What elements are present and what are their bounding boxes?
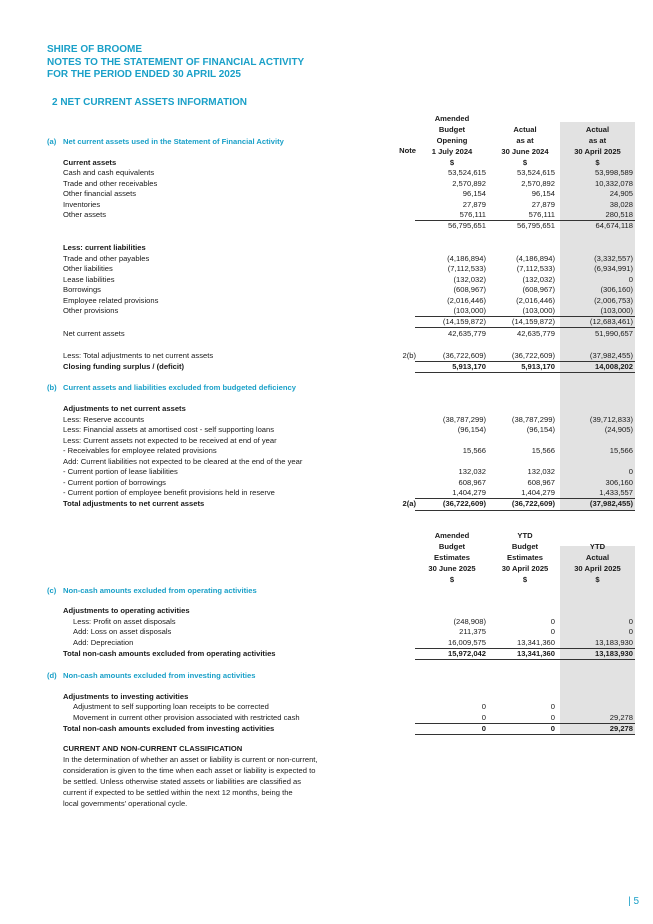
t1c3-h1: as at bbox=[588, 136, 607, 145]
value-col-1: 96,154 bbox=[462, 189, 486, 198]
table-row bbox=[0, 617, 653, 626]
value-col-1: (248,908) bbox=[453, 617, 486, 626]
value-col-3: (12,683,461) bbox=[589, 317, 633, 326]
table-row bbox=[0, 425, 653, 434]
value-col-1: 53,524,615 bbox=[447, 168, 486, 177]
t2c2-h0: YTD bbox=[517, 531, 533, 540]
value-col-1: (36,722,609) bbox=[442, 499, 486, 508]
table-row bbox=[0, 254, 653, 263]
current-assets-heading bbox=[0, 158, 653, 167]
liabilities-heading bbox=[0, 243, 653, 252]
value-col-3: 0 bbox=[628, 275, 633, 284]
table-row bbox=[0, 179, 653, 188]
current-assets-total-row bbox=[0, 221, 653, 230]
t2c3-h0: YTD bbox=[589, 542, 606, 551]
total-rule bbox=[415, 372, 635, 373]
header-line-3: FOR THE PERIOD ENDED 30 APRIL 2025 bbox=[47, 69, 241, 80]
value-col-2: 0 bbox=[550, 702, 555, 711]
total-rule bbox=[415, 510, 635, 511]
part-a-title: Net current assets used in the Statement of Financial Activity bbox=[63, 137, 284, 146]
value-col-3: (3,332,557) bbox=[594, 254, 633, 263]
closing-funding-row bbox=[0, 362, 653, 371]
row-label: Adjustments to operating activities bbox=[63, 606, 190, 615]
value-col-2: (96,154) bbox=[526, 425, 555, 434]
row-label: Movement in current other provision associated with restricted cash bbox=[73, 713, 300, 722]
table-row bbox=[0, 702, 653, 711]
part-d-title: Non-cash amounts excluded from investing activities bbox=[63, 671, 256, 680]
value-col-2: 27,879 bbox=[531, 200, 555, 209]
t2c1-h3: 30 June 2025 bbox=[428, 564, 476, 573]
row-label: Closing funding surplus / (deficit) bbox=[63, 362, 185, 371]
value-col-2: (103,000) bbox=[522, 306, 555, 315]
value-col-2: 2,570,892 bbox=[521, 179, 555, 188]
row-label: Total adjustments to net current assets bbox=[63, 499, 205, 508]
value-col-1: (608,967) bbox=[453, 285, 486, 294]
table-row bbox=[0, 446, 653, 455]
header-line-2: NOTES TO THE STATEMENT OF FINANCIAL ACTIVITY bbox=[47, 56, 305, 68]
value-col-1: 0 bbox=[481, 702, 486, 711]
value-col-3: (24,905) bbox=[604, 425, 633, 434]
t2c3-h3: $ bbox=[595, 575, 600, 584]
value-col-1: 15,972,042 bbox=[447, 649, 486, 658]
row-label: Current assets bbox=[63, 158, 117, 167]
value-col-2: (2,016,446) bbox=[516, 296, 555, 305]
value-col-3: 10,332,078 bbox=[594, 179, 633, 188]
note-column-header: Note bbox=[399, 146, 416, 155]
row-label: Borrowings bbox=[63, 285, 101, 294]
row-label: Other liabilities bbox=[63, 264, 113, 273]
adjustments-total-row bbox=[0, 499, 653, 508]
row-label: Other provisions bbox=[63, 306, 119, 315]
value-col-1: (14,159,872) bbox=[442, 317, 486, 326]
value-col-2: (36,722,609) bbox=[511, 499, 555, 508]
row-label: Add: Depreciation bbox=[73, 638, 134, 647]
value-col-1: 27,879 bbox=[462, 200, 486, 209]
t1c1-h1: Budget bbox=[438, 125, 466, 134]
part-a-label: (a) bbox=[47, 137, 57, 146]
value-col-2: (4,186,894) bbox=[516, 254, 555, 263]
part-b-title: Current assets and liabilities excluded from budgeted deficiency bbox=[63, 383, 296, 392]
value-col-2: 5,913,170 bbox=[521, 362, 555, 371]
row-label: Other financial assets bbox=[63, 189, 137, 198]
row-label: - Current portion of lease liabilities bbox=[63, 467, 178, 476]
row-label: Lease liabilities bbox=[63, 275, 115, 284]
classification-line: be settled. Unless otherwise stated assets or liabilities are classified as bbox=[63, 777, 302, 786]
page-number: | 5 bbox=[628, 896, 639, 907]
table2-col3-header bbox=[560, 541, 635, 585]
t1c1-h3: 1 July 2024 bbox=[431, 147, 473, 156]
value-col-3: 1,433,557 bbox=[599, 488, 633, 497]
row-label: Cash and cash equivalents bbox=[63, 168, 155, 177]
classification-line: In the determination of whether an asset or liability is current or non-current, bbox=[63, 755, 318, 764]
table-row bbox=[0, 478, 653, 487]
t2c2-h2: Estimates bbox=[507, 553, 543, 562]
value-col-1: 608,967 bbox=[458, 478, 486, 487]
value-col-1: 56,795,651 bbox=[447, 221, 486, 230]
value-col-1: (96,154) bbox=[457, 425, 486, 434]
value-col-3: (37,982,455) bbox=[589, 499, 633, 508]
value-col-1: (132,032) bbox=[453, 275, 486, 284]
t2c1-h4: $ bbox=[449, 575, 455, 584]
value-col-3: 13,183,930 bbox=[594, 638, 633, 647]
table-row bbox=[0, 488, 653, 497]
value-col-3: (2,006,753) bbox=[594, 296, 633, 305]
t2c2-h4: $ bbox=[522, 575, 528, 584]
table-row bbox=[0, 210, 653, 219]
t1c2-h0: Actual bbox=[513, 125, 537, 134]
less-adjustments-row bbox=[0, 351, 653, 360]
value-col-2: (608,967) bbox=[522, 285, 555, 294]
value-col-1: (36,722,609) bbox=[442, 351, 486, 360]
value-col-1: 211,375 bbox=[459, 627, 486, 636]
value-col-3: 280,518 bbox=[605, 210, 633, 219]
row-note: 2(a) bbox=[402, 499, 416, 508]
table-row bbox=[0, 415, 653, 424]
value-col-2: 96,154 bbox=[531, 189, 555, 198]
value-col-3: 29,278 bbox=[609, 724, 633, 733]
table-row bbox=[0, 189, 653, 198]
classification-heading: CURRENT AND NON-CURRENT CLASSIFICATION bbox=[63, 744, 243, 753]
row-label: Less: Financial assets at amortised cost - self supporting loans bbox=[63, 425, 275, 434]
operating-total-row bbox=[0, 649, 653, 658]
row-label: Total non-cash amounts excluded from investing activities bbox=[63, 724, 275, 733]
row-label: - Current portion of borrowings bbox=[63, 478, 166, 487]
value-col-3: 15,566 bbox=[609, 446, 633, 455]
part-b-label: (b) bbox=[47, 383, 57, 392]
classification-line: current if expected to be settled within the next 12 months, being the bbox=[63, 788, 293, 797]
row-label: Less: Total adjustments to net current assets bbox=[63, 351, 214, 360]
t1c2-h1: as at bbox=[516, 136, 534, 145]
net-current-assets-row bbox=[0, 329, 653, 338]
table-row bbox=[0, 638, 653, 647]
subtotal-rule bbox=[415, 327, 635, 328]
table-row bbox=[0, 200, 653, 209]
table-row bbox=[0, 713, 653, 722]
value-col-3: 38,028 bbox=[609, 200, 633, 209]
value-col-2: 0 bbox=[550, 617, 555, 626]
value-col-1: 2,570,892 bbox=[452, 179, 486, 188]
value-col-3: 0 bbox=[628, 617, 633, 626]
part-c-title: Non-cash amounts excluded from operating activities bbox=[63, 586, 257, 595]
table-row bbox=[0, 436, 653, 445]
t2c1-h0: Amended bbox=[434, 531, 470, 540]
row-label: Adjustments to net current assets bbox=[63, 404, 186, 413]
value-col-3: 51,990,657 bbox=[594, 329, 633, 338]
row-label: Less: Current assets not expected to be received at end of year bbox=[63, 436, 277, 445]
row-label: - Current portion of employee benefit provisions held in reserve bbox=[63, 488, 275, 497]
row-label: Adjustment to self supporting loan receipts to be corrected bbox=[73, 702, 269, 711]
value-col-3: 24,905 bbox=[609, 189, 633, 198]
value-col-1: (103,000) bbox=[453, 306, 486, 315]
row-note: 2(b) bbox=[402, 351, 416, 360]
value-col-2: 132,032 bbox=[527, 467, 555, 476]
value-col-3: (6,934,991) bbox=[594, 264, 633, 273]
row-label: Less: Reserve accounts bbox=[63, 415, 145, 424]
t1c1-h0: Amended bbox=[434, 114, 470, 123]
value-col-2: 0 bbox=[550, 713, 555, 722]
value-col-3: (37,982,455) bbox=[589, 351, 633, 360]
row-label: Inventories bbox=[63, 200, 101, 209]
value-col-2: 0 bbox=[550, 627, 555, 636]
table-row bbox=[0, 467, 653, 476]
value-col-2: (7,112,533) bbox=[516, 264, 555, 273]
t2c1-h2: Estimates bbox=[434, 553, 470, 562]
value-col-1: 15,566 bbox=[462, 446, 486, 455]
row-label: Add: Loss on asset disposals bbox=[73, 627, 172, 636]
investing-adjustments-heading bbox=[0, 692, 653, 701]
value-col-3: 29,278 bbox=[609, 713, 633, 722]
value-col-1: 0 bbox=[481, 724, 486, 733]
value-col-2: 576,111 bbox=[528, 210, 555, 219]
value-col-2: 608,967 bbox=[527, 478, 555, 487]
t1c2-h2: 30 June 2024 bbox=[501, 147, 549, 156]
value-col-3: 0 bbox=[628, 627, 633, 636]
value-col-3: (306,160) bbox=[600, 285, 633, 294]
value-col-1: 42,635,779 bbox=[447, 329, 486, 338]
section-title: 2 NET CURRENT ASSETS INFORMATION bbox=[52, 97, 248, 108]
value-col-3: 53,998,589 bbox=[594, 168, 633, 177]
value-col-2: 13,341,360 bbox=[516, 649, 555, 658]
table-row bbox=[0, 457, 653, 466]
row-label: Less: current liabilities bbox=[63, 243, 146, 252]
part-d-label: (d) bbox=[47, 671, 57, 680]
total-rule bbox=[415, 659, 635, 660]
t2c2-h3: 30 April 2025 bbox=[501, 564, 549, 573]
liabilities-total-row bbox=[0, 317, 653, 326]
value-col-1: 132,032 bbox=[458, 467, 486, 476]
value-col-2: 56,795,651 bbox=[516, 221, 555, 230]
value-col-1: (7,112,533) bbox=[447, 264, 486, 273]
classification-paragraph bbox=[63, 754, 363, 809]
value-col-2: 53,524,615 bbox=[516, 168, 555, 177]
row-label: Employee related provisions bbox=[63, 296, 159, 305]
t1c3-h2: 30 April 2025 bbox=[574, 147, 621, 156]
t2c2-h1: Budget bbox=[511, 542, 539, 551]
t1c1-h2: Opening bbox=[436, 136, 468, 145]
t2c3-h2: 30 April 2025 bbox=[574, 564, 621, 573]
value-col-2: 1,404,279 bbox=[521, 488, 555, 497]
part-c-label: (c) bbox=[47, 586, 57, 595]
investing-total-row bbox=[0, 724, 653, 733]
value-col-1: (38,787,299) bbox=[442, 415, 486, 424]
table-row bbox=[0, 285, 653, 294]
value-col-3: 64,674,118 bbox=[595, 221, 633, 230]
row-label: Trade and other receivables bbox=[63, 179, 158, 188]
value-col-2: (38,787,299) bbox=[511, 415, 555, 424]
t1c3-h3: $ bbox=[595, 158, 600, 167]
classification-line: consideration is given to the time when each asset or liability is expected to bbox=[63, 766, 316, 775]
value-col-1: 1,404,279 bbox=[452, 488, 486, 497]
t1c2-h3: $ bbox=[522, 158, 528, 167]
value-col-3: (39,712,833) bbox=[589, 415, 633, 424]
value-col-1: 0 bbox=[481, 713, 486, 722]
value-col-2: (14,159,872) bbox=[511, 317, 555, 326]
value-col-2: (132,032) bbox=[522, 275, 555, 284]
value-col-3: (103,000) bbox=[600, 306, 633, 315]
row-label: Trade and other payables bbox=[63, 254, 150, 263]
value-col-3: 13,183,930 bbox=[594, 649, 633, 658]
t2c3-h1: Actual bbox=[585, 553, 610, 562]
row-label: Less: Profit on asset disposals bbox=[73, 617, 176, 626]
report-header bbox=[47, 44, 304, 82]
row-label: - Receivables for employee related provisions bbox=[63, 446, 217, 455]
t1c1-h4: $ bbox=[449, 158, 455, 167]
value-col-3: 14,008,202 bbox=[594, 362, 633, 371]
value-col-1: 16,009,575 bbox=[447, 638, 486, 647]
value-col-1: (2,016,446) bbox=[447, 296, 486, 305]
value-col-2: (36,722,609) bbox=[511, 351, 555, 360]
table-row bbox=[0, 296, 653, 305]
table-row bbox=[0, 275, 653, 284]
row-label: Adjustments to investing activities bbox=[63, 692, 189, 701]
value-col-3: 306,160 bbox=[605, 478, 633, 487]
table2-col1-header bbox=[412, 530, 492, 585]
row-label: Other assets bbox=[63, 210, 107, 219]
value-col-2: 42,635,779 bbox=[516, 329, 555, 338]
value-col-1: 5,913,170 bbox=[452, 362, 486, 371]
value-col-2: 13,341,360 bbox=[516, 638, 555, 647]
table-row bbox=[0, 264, 653, 273]
t1c3-h0: Actual bbox=[585, 125, 610, 134]
operating-adjustments-heading bbox=[0, 606, 653, 615]
value-col-3: 0 bbox=[628, 467, 633, 476]
total-rule bbox=[415, 734, 635, 735]
table-row bbox=[0, 306, 653, 315]
value-col-1: 576,111 bbox=[459, 210, 486, 219]
value-col-2: 15,566 bbox=[531, 446, 555, 455]
t2c1-h1: Budget bbox=[438, 542, 466, 551]
header-line-1: SHIRE OF BROOME bbox=[47, 44, 143, 55]
adjustments-heading bbox=[0, 404, 653, 413]
row-label: Add: Current liabilities not expected to be cleared at the end of the year bbox=[63, 457, 303, 466]
table-row bbox=[0, 168, 653, 177]
row-label: Net current assets bbox=[63, 329, 125, 338]
table2-col2-header bbox=[490, 530, 560, 585]
row-label: Total non-cash amounts excluded from operating activities bbox=[63, 649, 276, 658]
table-row bbox=[0, 627, 653, 636]
value-col-1: (4,186,894) bbox=[447, 254, 486, 263]
value-col-2: 0 bbox=[550, 724, 555, 733]
classification-line: local governments' operational cycle. bbox=[63, 799, 188, 808]
